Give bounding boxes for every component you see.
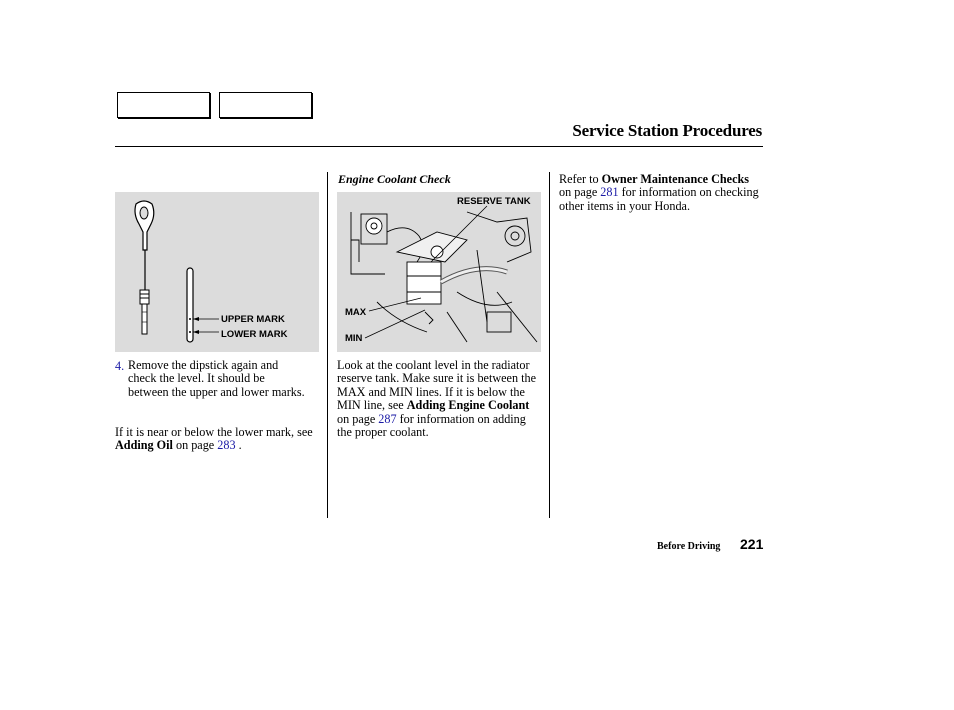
left-para-mid: on page (172, 438, 218, 453)
nav-button-2[interactable] (219, 92, 312, 118)
step-number: 4. (115, 359, 125, 373)
coolant-figure (337, 192, 541, 352)
right-paragraph (559, 173, 763, 213)
column-divider-1 (327, 172, 328, 518)
page-number: 221 (740, 536, 764, 552)
right-para-text: Refer to (559, 172, 602, 186)
dipstick-figure (115, 192, 319, 352)
step-text: Remove the dipstick again and check the level. It should be between the upper and lower marks. (128, 358, 305, 399)
min-label: MIN (345, 333, 363, 344)
left-para-text: If it is near or below the lower mark, see (115, 425, 313, 439)
lower-mark-label: LOWER MARK (221, 329, 288, 340)
maintenance-checks-ref: Owner Maintenance Checks (601, 172, 750, 186)
page-link-287[interactable]: 287 (378, 411, 397, 426)
middle-para-mid: on page (337, 411, 379, 426)
middle-paragraph (337, 359, 542, 439)
reserve-tank-label: RESERVE TANK (457, 196, 531, 207)
middle-para-post: for information on adding the proper coolant. (337, 411, 526, 440)
header-rule (115, 146, 763, 147)
page-link-281[interactable]: 281 (600, 185, 619, 200)
footer-section: Before Driving (657, 541, 721, 552)
engine-illustration (337, 192, 541, 352)
left-paragraph (115, 426, 320, 453)
column-divider-2 (549, 172, 550, 518)
page-link-283[interactable]: 283 (217, 438, 236, 453)
right-para-mid: on page (559, 185, 601, 200)
right-para-post: for information on checking other items in your Honda. (559, 185, 759, 213)
page-title: Service Station Procedures (572, 121, 762, 140)
max-label: MAX (345, 307, 367, 318)
adding-coolant-ref: Adding Engine Coolant (406, 398, 530, 413)
coolant-subheading: Engine Coolant Check (338, 172, 451, 186)
adding-oil-ref: Adding Oil (115, 438, 173, 453)
upper-mark-label: UPPER MARK (221, 314, 285, 325)
left-para-post: . (235, 438, 242, 453)
nav-button-1[interactable] (117, 92, 210, 118)
dipstick-illustration (115, 192, 319, 352)
middle-para-text: Look at the coolant level in the radiator reserve tank. Make sure it is between the MAX and MIN lines. If it is below the MIN line, see (337, 358, 536, 413)
